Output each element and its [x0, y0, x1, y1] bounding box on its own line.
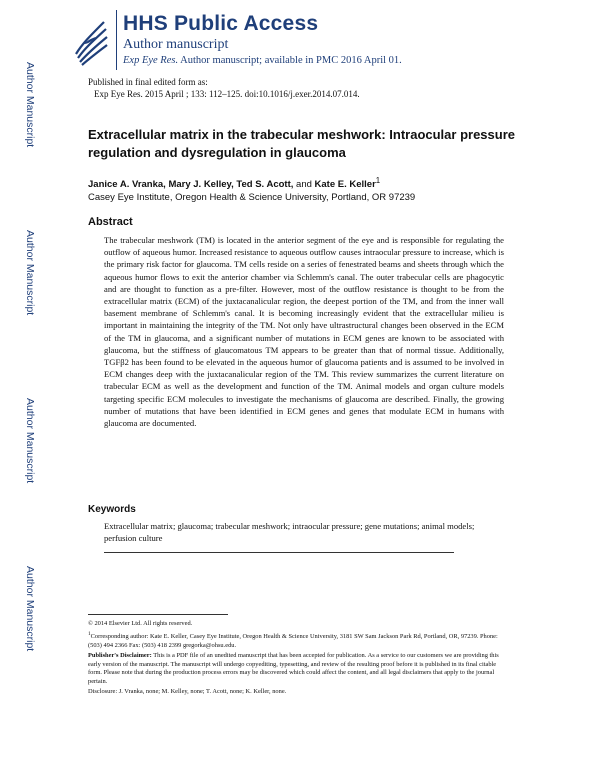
author-names: Janice A. Vranka, Mary J. Kelley, Ted S. Acott, [88, 179, 294, 191]
header-divider [116, 10, 117, 70]
corresponding-text: Corresponding author: Kate E. Keller, Casey Eye Institute, Oregon Health & Science University, 3181 SW Sam Jackson Park Rd, Portland, OR, 97239. Phone: (503) 494 2366 Fax: (503) 418 2399 gregorka@ohsu.edu. [88, 633, 498, 649]
author-conjunction: and [293, 179, 315, 191]
footnotes [88, 620, 508, 698]
corresponding-mark: 1 [88, 631, 91, 638]
disclaimer-label: Publisher's Disclaimer: [88, 651, 152, 659]
keywords-text: Extracellular matrix; glaucoma; trabecular meshwork; intraocular pressure; gene mutations; animal models; perfusion culture [104, 521, 475, 543]
publication-info [88, 76, 360, 100]
copyright: © 2014 Elsevier Ltd. All rights reserved. [88, 620, 193, 627]
author-block [88, 174, 528, 204]
side-label-author-manuscript: Author Manuscript [24, 62, 36, 148]
citation: Exp Eye Res. 2015 April ; 133: 112–125. doi:10.1016/j.exer.2014.07.014. [94, 89, 360, 99]
journal-availability [123, 55, 402, 66]
publisher-disclaimer [88, 652, 508, 686]
side-label-author-manuscript: Author Manuscript [24, 566, 36, 652]
article-title: Extracellular matrix in the trabecular meshwork: Intraocular pressure regulation and dysregulation in glaucoma [88, 127, 515, 160]
journal-name: Exp Eye Res. [123, 55, 179, 66]
published-label: Published in final edited form as: [88, 77, 208, 87]
availability-text: Author manuscript; available in PMC 2016 April 01. [178, 55, 402, 66]
abstract-text: The trabecular meshwork (TM) is located in the anterior segment of the eye and is responsible for regulating the outflow of aqueous humor. Increased resistance to aqueous outflow causes intraocular pressure to increase, which is the primary risk factor for glaucoma. TM cells reside on a series of fenestrated beams and sheets through which the aqueous humor flows to exit the anterior chamber via Schlemm's canal. The outer trabecular cells are phagocytic and are thought to function as a pre-filter. However, most of the outflow resistance is thought to be from the extracellular matrix (ECM) of the juxtacanalicular region, the deepest portion of the TM, and from the inner wall basement membrane of Schlemm's canal. It is becoming increasingly evident that the extracellular milieu is important in maintaining the integrity of the TM. Not only have ultrastructural changes been observed in the ECM of the TM in glaucoma, and a significant number of mutations in ECM genes are known to be associated with glaucoma, but the stiffness of glaucomatous TM appears to be greater than that of normal tissue. Additionally, TGFβ2 has been found to be elevated in the aqueous humor of glaucoma patients and is assumed to be involved in ECM changes deep with the juxtacanalicular region of the TM. This review summarizes the current literature on trabecular ECM as well as the development and function of the TM. Animal models and organ culture models targeting specific ECM molecules to investigate the mechanisms of glaucoma are described. Finally, the growing number of mutations that have been identified in ECM genes and genes that modulate ECM in humans with glaucoma are documented. [104, 235, 504, 429]
side-label-author-manuscript: Author Manuscript [24, 230, 36, 316]
header [123, 12, 402, 66]
author-last: Kate E. Keller [314, 179, 376, 191]
disclaimer-text: This is a PDF file of an unedited manuscript that has been accepted for publication. As a service to our customers we are providing this early version of the manuscript. The manuscript will undergo copyediting, typesetting, and review of the resulting proof before it is published in its final citable form. Please note that during the production process errors may be discovered which could affect the content, and all legal disclaimers that apply to the journal pertain. [88, 651, 499, 685]
side-label-author-manuscript: Author Manuscript [24, 398, 36, 484]
affiliation: Casey Eye Institute, Oregon Health & Science University, Portland, OR 97239 [88, 192, 416, 204]
author-footnote-mark: 1 [375, 176, 381, 185]
footnote-divider [88, 614, 228, 615]
disclosure: Disclosure: J. Vranka, none; M. Kelley, none; T. Acott, none; K. Keller, none. [88, 687, 287, 695]
keywords-heading: Keywords [88, 504, 136, 515]
hhs-title: HHS Public Access [123, 12, 319, 35]
hhs-eagle-logo-icon [72, 14, 110, 66]
corresponding-author [88, 630, 508, 650]
abstract-heading: Abstract [88, 216, 133, 228]
keywords-divider [104, 552, 454, 553]
author-manuscript-subtitle: Author manuscript [123, 37, 229, 52]
